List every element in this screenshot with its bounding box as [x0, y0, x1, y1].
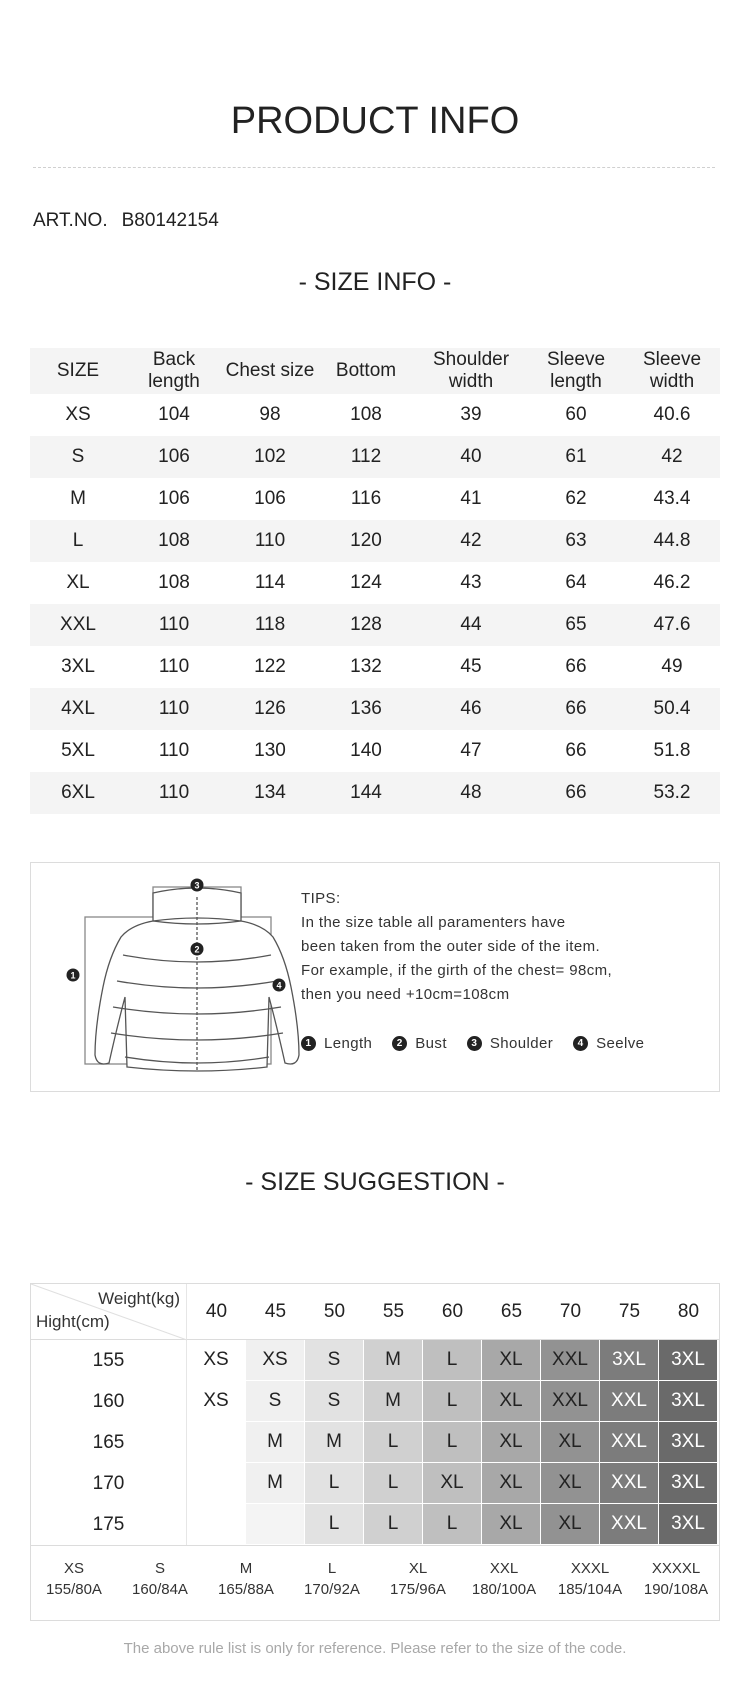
diagram-mark-2: 2	[194, 944, 200, 955]
suggestion-row	[31, 1340, 719, 1381]
table-cell: XL	[66, 572, 90, 593]
diagram-mark-1: 1	[70, 970, 76, 981]
suggested-size-cell: 3XL	[659, 1504, 718, 1545]
table-cell: 110	[158, 740, 190, 761]
height-header-cell: 160	[31, 1381, 187, 1422]
table-row	[30, 478, 720, 520]
suggested-size-cell: M	[246, 1463, 305, 1504]
suggested-size-cell: L	[423, 1504, 482, 1545]
suggested-size-cell: XXL	[541, 1340, 600, 1381]
column-header-line: length	[550, 371, 602, 392]
table-cell: 114	[254, 572, 286, 593]
suggestion-row	[31, 1381, 719, 1422]
column-header-line: length	[148, 371, 200, 392]
tips-line: For example, if the girth of the chest= 98cm,	[301, 962, 613, 979]
legend-item-length	[301, 1035, 372, 1052]
table-cell: 45	[460, 656, 482, 677]
table-cell: 50.4	[653, 698, 691, 719]
column-header	[414, 349, 528, 393]
suggested-size-cell	[187, 1504, 246, 1545]
size-suggestion-grid	[30, 1283, 720, 1621]
table-row	[30, 772, 720, 814]
suggested-size-cell: XL	[482, 1381, 541, 1422]
table-cell: 108	[158, 530, 190, 551]
suggested-size-cell: L	[364, 1504, 423, 1545]
column-header	[222, 360, 318, 382]
table-cell: 6XL	[61, 782, 95, 803]
table-cell: 112	[350, 446, 382, 467]
column-header	[126, 349, 222, 393]
suggested-size-cell: XL	[423, 1463, 482, 1504]
suggested-size-cell: L	[305, 1463, 364, 1504]
suggested-size-cell: 3XL	[659, 1381, 718, 1422]
table-cell: 122	[254, 656, 286, 677]
table-cell: 42	[460, 530, 482, 551]
height-header-cell: 170	[31, 1463, 187, 1504]
table-cell: 106	[158, 488, 190, 509]
table-cell: 47.6	[653, 614, 691, 635]
table-cell: 41	[460, 488, 482, 509]
table-cell: 44.8	[653, 530, 691, 551]
suggestion-row	[31, 1463, 719, 1504]
standard-code: 155/80A	[46, 1581, 102, 1598]
column-header-line: width	[448, 371, 494, 392]
diagram-mark-3: 3	[194, 880, 200, 891]
title-divider	[33, 167, 715, 168]
weight-header-row	[31, 1284, 719, 1340]
table-cell: 110	[158, 782, 190, 803]
table-row	[30, 562, 720, 604]
height-header-cell: 155	[31, 1340, 187, 1381]
weight-header-cell: 45	[264, 1301, 287, 1322]
weight-header-cell: 75	[618, 1301, 641, 1322]
table-cell: 132	[350, 656, 382, 677]
tips-text	[301, 887, 612, 1007]
weight-header-cell: 40	[205, 1301, 228, 1322]
table-cell: 61	[565, 446, 587, 467]
suggested-size-cell: XS	[187, 1381, 246, 1422]
table-cell: 144	[350, 782, 382, 803]
table-cell: XS	[65, 404, 91, 425]
table-cell: 130	[254, 740, 286, 761]
table-cell: L	[72, 530, 84, 551]
tips-heading: TIPS:	[301, 890, 341, 907]
table-cell: 42	[661, 446, 683, 467]
table-cell: 47	[460, 740, 482, 761]
jacket-diagram	[67, 877, 282, 1077]
suggested-size-cell: XXL	[600, 1463, 659, 1504]
table-row	[30, 394, 720, 436]
suggested-size-cell: XL	[482, 1463, 541, 1504]
table-cell: 51.8	[653, 740, 691, 761]
table-cell: 110	[158, 656, 190, 677]
measurement-legend	[301, 1035, 664, 1052]
suggested-size-cell: 3XL	[659, 1422, 718, 1463]
size-standard-item	[117, 1558, 203, 1620]
height-header-cell: 175	[31, 1504, 187, 1545]
standard-size: XXXL	[570, 1560, 610, 1577]
diagram-mark-4: 4	[276, 980, 282, 991]
article-number	[33, 210, 219, 232]
size-standard-item	[31, 1558, 117, 1620]
suggested-size-cell: L	[305, 1504, 364, 1545]
weight-header-cell: 65	[500, 1301, 523, 1322]
table-cell: 128	[350, 614, 382, 635]
table-cell: 3XL	[61, 656, 95, 677]
table-cell: 98	[259, 404, 281, 425]
suggested-size-cell: L	[423, 1340, 482, 1381]
table-cell: 108	[350, 404, 382, 425]
standard-code: 175/96A	[390, 1581, 446, 1598]
size-standard-item	[547, 1558, 633, 1620]
column-header	[528, 349, 624, 393]
suggested-size-cell: XXL	[600, 1504, 659, 1545]
legend-label: Shoulder	[489, 1035, 554, 1052]
table-cell: 136	[350, 698, 382, 719]
table-cell: 44	[460, 614, 482, 635]
number-badge-icon: 3	[467, 1036, 482, 1051]
size-table	[30, 348, 720, 814]
size-table-header	[30, 348, 720, 394]
number-badge-icon: 1	[301, 1036, 316, 1051]
suggested-size-cell: 3XL	[659, 1463, 718, 1504]
table-row	[30, 646, 720, 688]
column-header	[30, 360, 126, 382]
table-cell: 66	[565, 698, 587, 719]
tips-panel	[30, 862, 720, 1092]
table-cell: 106	[254, 488, 286, 509]
page-title: PRODUCT INFO	[230, 100, 520, 142]
suggestion-row	[31, 1504, 719, 1545]
height-header-cell: 165	[31, 1422, 187, 1463]
suggested-size-cell: XXL	[600, 1381, 659, 1422]
suggested-size-cell: XS	[187, 1340, 246, 1381]
legend-item-sleeve	[573, 1035, 644, 1052]
table-cell: 116	[350, 488, 382, 509]
standard-code: 165/88A	[218, 1581, 274, 1598]
column-header-line: Back	[152, 349, 196, 370]
suggested-size-cell: XL	[482, 1504, 541, 1545]
column-header-line: Bottom	[335, 360, 397, 381]
number-badge-icon: 2	[392, 1036, 407, 1051]
table-row	[30, 436, 720, 478]
size-standard-item	[375, 1558, 461, 1620]
column-header	[624, 349, 720, 393]
table-cell: 46	[460, 698, 482, 719]
table-cell: 118	[254, 614, 286, 635]
suggested-size-cell	[187, 1422, 246, 1463]
table-cell: S	[71, 446, 85, 467]
column-header-line: SIZE	[56, 360, 100, 381]
table-cell: 4XL	[61, 698, 95, 719]
size-info-title: - SIZE INFO -	[298, 268, 452, 296]
table-row	[30, 688, 720, 730]
suggested-size-cell: XL	[541, 1422, 600, 1463]
table-cell: 40	[460, 446, 482, 467]
column-header-line: Chest size	[225, 360, 315, 381]
size-standard-item	[633, 1558, 719, 1620]
standard-size: S	[154, 1560, 165, 1577]
table-cell: 104	[158, 404, 190, 425]
table-cell: 64	[565, 572, 587, 593]
table-cell: 5XL	[61, 740, 95, 761]
column-header-line: Sleeve	[642, 349, 702, 370]
suggested-size-cell: XL	[541, 1463, 600, 1504]
table-cell: 63	[565, 530, 587, 551]
suggested-size-cell: L	[364, 1463, 423, 1504]
standard-size: M	[239, 1560, 253, 1577]
column-header	[318, 360, 414, 382]
weight-header-cell: 50	[323, 1301, 346, 1322]
table-cell: 60	[565, 404, 587, 425]
standard-code: 190/108A	[643, 1581, 709, 1598]
suggested-size-cell: XXL	[541, 1381, 600, 1422]
table-row	[30, 730, 720, 772]
suggested-size-cell: 3XL	[600, 1340, 659, 1381]
suggested-size-cell: L	[423, 1381, 482, 1422]
footer-note: The above rule list is only for reference. Please refer to the size of the code.	[123, 1640, 627, 1657]
table-cell: 46.2	[653, 572, 691, 593]
table-cell: 108	[158, 572, 190, 593]
number-badge-icon: 4	[573, 1036, 588, 1051]
suggested-size-cell: XS	[246, 1340, 305, 1381]
suggested-size-cell: M	[364, 1340, 423, 1381]
suggested-size-cell: M	[305, 1422, 364, 1463]
standard-code: 160/84A	[132, 1581, 188, 1598]
article-number-label: ART.NO.	[33, 210, 108, 231]
size-standard-item	[203, 1558, 289, 1620]
table-cell: 49	[661, 656, 683, 677]
legend-item-bust	[392, 1035, 447, 1052]
tips-line: In the size table all paramenters have	[301, 914, 566, 931]
table-cell: 110	[158, 698, 190, 719]
grid-corner	[31, 1284, 187, 1340]
table-cell: 120	[350, 530, 382, 551]
table-cell: 62	[565, 488, 587, 509]
table-cell: 110	[254, 530, 286, 551]
legend-label: Bust	[415, 1035, 447, 1052]
tips-line: been taken from the outer side of the item.	[301, 938, 601, 955]
column-header-line: Sleeve	[546, 349, 606, 370]
standard-size: XXXXL	[651, 1560, 701, 1577]
suggested-size-cell: 3XL	[659, 1340, 718, 1381]
weight-header-cell: 60	[441, 1301, 464, 1322]
table-cell: 43	[460, 572, 482, 593]
table-cell: 134	[254, 782, 286, 803]
suggested-size-cell: M	[246, 1422, 305, 1463]
standard-size: XL	[408, 1560, 428, 1577]
suggested-size-cell	[187, 1463, 246, 1504]
table-cell: 40.6	[653, 404, 691, 425]
table-cell: M	[70, 488, 86, 509]
column-header-line: Shoulder	[432, 349, 510, 370]
weight-header-cell: 55	[382, 1301, 405, 1322]
standard-code: 170/92A	[304, 1581, 360, 1598]
table-cell: 48	[460, 782, 482, 803]
legend-item-shoulder	[467, 1035, 553, 1052]
table-cell: 106	[158, 446, 190, 467]
size-standard-item	[289, 1558, 375, 1620]
suggested-size-cell: XL	[482, 1340, 541, 1381]
standard-size: XS	[63, 1560, 84, 1577]
table-cell: 39	[460, 404, 482, 425]
suggested-size-cell	[246, 1504, 305, 1545]
suggestion-row	[31, 1422, 719, 1463]
suggested-size-cell: L	[364, 1422, 423, 1463]
standard-code: 180/100A	[471, 1581, 537, 1598]
size-standard-item	[461, 1558, 547, 1620]
suggested-size-cell: XL	[541, 1504, 600, 1545]
suggested-size-cell: S	[246, 1381, 305, 1422]
table-row	[30, 604, 720, 646]
table-cell: 110	[158, 614, 190, 635]
suggested-size-cell: XXL	[600, 1422, 659, 1463]
table-cell: 126	[254, 698, 286, 719]
suggested-size-cell: M	[364, 1381, 423, 1422]
standard-code: 185/104A	[557, 1581, 623, 1598]
article-number-value: B80142154	[121, 210, 219, 231]
table-cell: 66	[565, 740, 587, 761]
weight-header-cell: 70	[559, 1301, 582, 1322]
table-cell: 53.2	[653, 782, 691, 803]
weight-axis-label: Weight(kg)	[98, 1289, 180, 1308]
suggested-size-cell: S	[305, 1381, 364, 1422]
suggested-size-cell: XL	[482, 1422, 541, 1463]
table-cell: 65	[565, 614, 587, 635]
legend-label: Seelve	[596, 1035, 645, 1052]
table-cell: 124	[350, 572, 382, 593]
height-axis-label: Hight(cm)	[36, 1312, 110, 1331]
size-suggestion-title: - SIZE SUGGESTION -	[245, 1168, 505, 1196]
suggested-size-cell: L	[423, 1422, 482, 1463]
table-cell: 66	[565, 656, 587, 677]
suggested-size-cell: S	[305, 1340, 364, 1381]
size-standard-row	[31, 1545, 719, 1620]
table-cell: 140	[350, 740, 382, 761]
column-header-line: width	[649, 371, 695, 392]
standard-size: L	[327, 1560, 337, 1577]
standard-size: XXL	[489, 1560, 519, 1577]
table-row	[30, 520, 720, 562]
weight-header-cell: 80	[677, 1301, 700, 1322]
table-cell: 43.4	[653, 488, 691, 509]
table-cell: 102	[254, 446, 286, 467]
legend-label: Length	[324, 1035, 373, 1052]
table-cell: XXL	[60, 614, 96, 635]
table-cell: 66	[565, 782, 587, 803]
suggestion-body	[31, 1340, 719, 1545]
tips-line: then you need +10cm=108cm	[301, 986, 510, 1003]
